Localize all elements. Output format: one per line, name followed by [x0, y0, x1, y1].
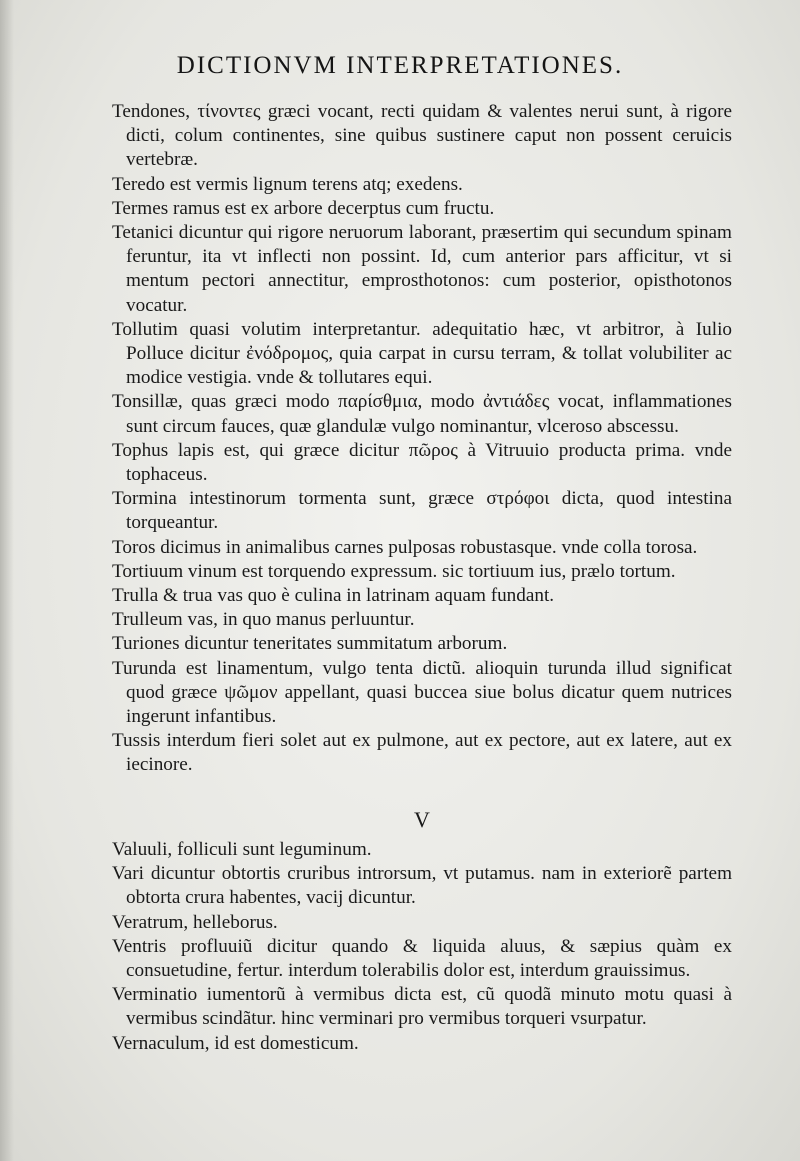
entry-tonsillae: Tonsillæ, quas græci modo παρίσθμια, modo ἀντιάδες vocat, inflammationes sunt circum fauces, quæ glandulæ vulgo nominantur, vlceroso abscessu. [112, 391, 732, 437]
entry-vernaculum: Vernaculum, id est domesticum. [112, 1032, 359, 1054]
entry-ventris: Ventris profluuiũ dicitur quando & liquida aluus, & sæpius quàm ex consuetudine, fertur. interdum tolerabilis dolor est, interdum grauissimus. [112, 935, 732, 981]
entry-toros: Toros dicimus in animalibus carnes pulposas robustasque. vnde colla torosa. [112, 536, 698, 558]
entry-trulla: Trulla & trua vas quo è culina in latrinam aquam fundant. [112, 585, 555, 607]
entry-turiones: Turiones dicuntur teneritates summitatum arborum. [112, 633, 508, 655]
entry-tortiuum: Tortiuum vinum est torquendo expressum. sic tortiuum ius, prælo tortum. [112, 560, 676, 582]
entry-tussis: Tussis interdum fieri solet aut ex pulmone, aut ex pectore, aut ex latere, aut ex iecinore. [112, 730, 732, 776]
entry-veratrum: Veratrum, helleborus. [112, 911, 278, 933]
entry-vari: Vari dicuntur obtortis cruribus introrsum, vt putamus. nam in exteriorẽ partem obtorta crura habentes, vacij dicuntur. [112, 863, 732, 909]
running-head: DICTIONVM INTERPRETATIONES. [176, 52, 624, 79]
section-letter-v: V [414, 806, 430, 832]
entry-tetanici: Tetanici dicuntur qui rigore neruorum laborant, præsertim qui secundum spinam feruntur, ita vt inflecti non possint. Id, cum anterior pars afficitur, vt si mentum pectori annectitur, emprosthotonos: cum posterior, opisthotonos vocatur. [112, 222, 732, 316]
entry-tophus: Tophus lapis est, qui græce dicitur πῶρος à Vitruuio producta prima. vnde tophaceus. [112, 439, 732, 486]
page-edge-shadow [0, 0, 14, 1161]
entry-trulleum: Trulleum vas, in quo manus perluuntur. [112, 609, 415, 631]
entry-termes: Termes ramus est ex arbore decerptus cum fructu. [112, 197, 495, 219]
entry-tendones: Tendones, τίνοντες græci vocant, recti quidam & valentes nerui sunt, à rigore dicti, colum continentes, sine quibus sustinere caput non possent ceruicis vertebræ. [112, 101, 732, 171]
entry-teredo: Teredo est vermis lignum terens atq; exedens. [112, 173, 463, 195]
entry-valuuli: Valuuli, folliculi sunt leguminum. [112, 838, 372, 860]
dictionary-entries [112, 100, 732, 1056]
entry-tormina: Tormina intestinorum tormenta sunt, græce στρόφοι dicta, quod intestina torqueantur. [112, 488, 732, 534]
entry-tollutim: Tollutim quasi volutim interpretantur. adequitatio hæc, vt arbitror, à Iulio Polluce dicitur ἐνόδρομος, quia carpat in cursu terram, & tollat volubiliter ac modice vestigia. vnde & tollutares equi. [112, 318, 732, 389]
entry-turunda: Turunda est linamentum, vulgo tenta dictũ. alioquin turunda illud significat quod græce ψῶμον appellant, quasi buccea siue bolus dicatur quem nutrices ingerunt infantibus. [112, 657, 732, 728]
entry-verminatio: Verminatio iumentorũ à vermibus dicta est, cũ quodã minuto motu quasi à vermibus scindãtur. hinc verminari pro vermibus torqueri vsurpatur. [112, 984, 732, 1030]
